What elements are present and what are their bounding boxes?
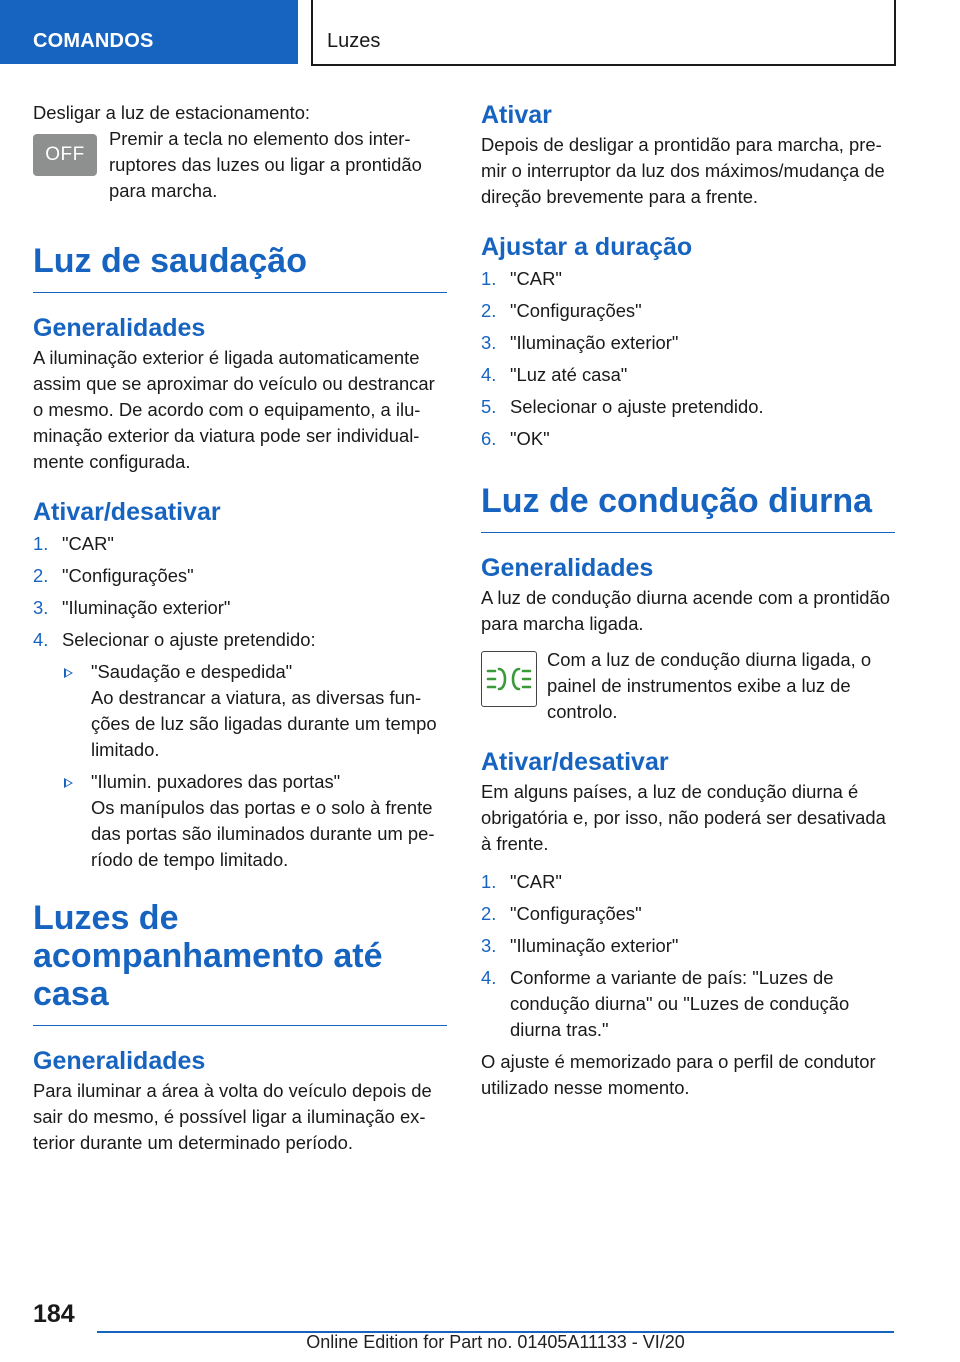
step-number: 5. xyxy=(481,396,497,417)
option-description: Os manípulos das portas e o solo à frente das portas são iluminados durante um período de tempo limitado. xyxy=(91,797,435,870)
duration-heading: Ajustar a duração xyxy=(481,233,693,261)
welcome-general-heading: Generalidades xyxy=(33,314,206,342)
drl-general-heading: Generalidades xyxy=(481,554,654,582)
drl-note: O ajuste é memorizado para o perfil de condutor utilizado nesse momento. xyxy=(481,1051,876,1098)
step-number: 1. xyxy=(481,871,497,892)
homelight-general-text: Para iluminar a área à volta do veículo depois de sair do mesmo, é possível ligar a iluminação exterior durante um determinado período. xyxy=(33,1080,432,1153)
homelight-title: Luzes de acompanhamento até casa xyxy=(33,899,447,1026)
option-item xyxy=(62,769,447,873)
drl-steps-list xyxy=(481,869,895,1043)
drl-indicator-text: Com a luz de condução diurna ligada, o painel de instrumentos exibe a luz de controlo. xyxy=(547,649,872,722)
option-label: "Ilumin. puxadores das portas" xyxy=(91,771,341,792)
step-number: 4. xyxy=(481,364,497,385)
activate-text: Depois de desligar a prontidão para marcha, premir o interruptor da luz dos máximos/mudança de direção brevemente para a frente. xyxy=(481,134,885,207)
list-item xyxy=(33,627,447,873)
drl-title: Luz de condução diurna xyxy=(481,482,895,533)
step-number: 1. xyxy=(33,533,49,554)
step-text: Conforme a variante de país: "Luzes de condução diurna" ou "Luzes de condução diurna tras." xyxy=(510,967,850,1040)
activate-heading: Ativar xyxy=(481,101,552,129)
step-number: 6. xyxy=(481,428,497,449)
step-text: "Configurações" xyxy=(510,300,642,321)
triangle-bullet-icon xyxy=(64,778,73,788)
list-item xyxy=(481,362,895,388)
step-text: Selecionar o ajuste pretendido: xyxy=(62,629,316,650)
page-number: 184 xyxy=(33,1300,75,1328)
step-text: "CAR" xyxy=(510,268,562,289)
left-column xyxy=(33,100,447,1156)
step-number: 3. xyxy=(481,332,497,353)
right-column xyxy=(481,100,895,1101)
step-number: 1. xyxy=(481,268,497,289)
option-list xyxy=(62,659,447,873)
step-number: 3. xyxy=(33,597,49,618)
triangle-bullet-icon xyxy=(64,668,73,678)
step-text: "Luz até casa" xyxy=(510,364,628,385)
step-text: "CAR" xyxy=(510,871,562,892)
list-item xyxy=(481,394,895,420)
list-item xyxy=(481,266,895,292)
step-text: "Iluminação exterior" xyxy=(62,597,231,618)
drl-general-text: A luz de condução diurna acende com a prontidão para marcha ligada. xyxy=(481,587,890,634)
welcome-light-title: Luz de saudação xyxy=(33,242,447,293)
list-item xyxy=(481,901,895,927)
parking-instruction xyxy=(33,126,447,204)
step-number: 2. xyxy=(33,565,49,586)
list-item xyxy=(481,298,895,324)
welcome-toggle-heading: Ativar/desativar xyxy=(33,498,221,526)
list-item xyxy=(481,869,895,895)
step-text: "CAR" xyxy=(62,533,114,554)
section-tab: COMANDOS xyxy=(0,0,298,64)
step-number: 4. xyxy=(33,629,49,650)
drl-indicator-note xyxy=(481,647,895,725)
step-text: "Configurações" xyxy=(62,565,194,586)
duration-steps-list xyxy=(481,266,895,452)
parking-intro: Desligar a luz de estacionamento: xyxy=(33,102,311,123)
parking-text: Premir a tecla no elemento dos interruptores das luzes ou ligar a prontidão para marcha. xyxy=(109,128,422,201)
list-item xyxy=(33,563,447,589)
list-item xyxy=(33,595,447,621)
list-item xyxy=(481,933,895,959)
drl-toggle-text: Em alguns países, a luz de condução diurna é obrigatória e, por isso, não poderá ser desativada à frente. xyxy=(481,781,886,854)
edition-note: Online Edition for Part no. 01405A11133 - VI/20 xyxy=(306,1332,685,1352)
step-number: 4. xyxy=(481,967,497,988)
step-text: "OK" xyxy=(510,428,550,449)
step-text: "Configurações" xyxy=(510,903,642,924)
step-number: 2. xyxy=(481,300,497,321)
drl-symbol xyxy=(486,665,532,693)
welcome-steps-list xyxy=(33,531,447,873)
step-text: "Iluminação exterior" xyxy=(510,935,679,956)
step-text: "Iluminação exterior" xyxy=(510,332,679,353)
step-number: 2. xyxy=(481,903,497,924)
daytime-running-light-icon xyxy=(481,651,537,707)
homelight-general-heading: Generalidades xyxy=(33,1047,206,1075)
list-item xyxy=(481,330,895,356)
drl-toggle-heading: Ativar/desativar xyxy=(481,748,669,776)
option-item xyxy=(62,659,447,763)
off-button-icon: OFF xyxy=(33,134,97,176)
list-item xyxy=(481,426,895,452)
step-number: 3. xyxy=(481,935,497,956)
list-item xyxy=(33,531,447,557)
option-label: "Saudação e despedida" xyxy=(91,661,293,682)
step-text: Selecionar o ajuste pretendido. xyxy=(510,396,764,417)
list-item xyxy=(481,965,895,1043)
option-description: Ao destrancar a viatura, as diversas funções de luz são ligadas durante um tempo limitado. xyxy=(91,687,437,760)
chapter-title: Luzes xyxy=(311,0,896,66)
welcome-general-text: A iluminação exterior é ligada automaticamente assim que se aproximar do veículo ou destrancar o mesmo. De acordo com o equipamento, a iluminação exterior da viatura pode ser individualmente configurada. xyxy=(33,347,435,472)
